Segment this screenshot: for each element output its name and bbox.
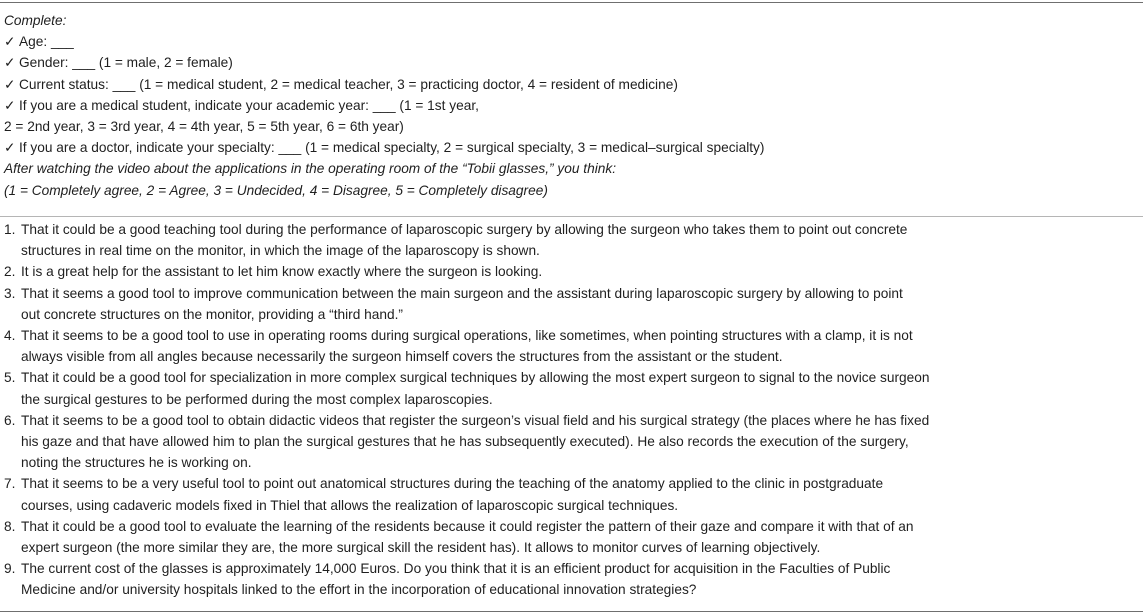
demographic-gender xyxy=(4,52,1136,73)
statement-text xyxy=(21,367,1136,409)
statement-line: That it seems a good tool to improve communication between the main surgeon and the assistant during laparoscopic surgery by allowing to point xyxy=(21,285,903,301)
demographic-text: Age: ___ xyxy=(19,34,74,50)
instruction-line-2: (1 = Completely agree, 2 = Agree, 3 = Undecided, 4 = Disagree, 5 = Completely disagree) xyxy=(4,182,548,198)
statement-line: his gaze and that have allowed him to plan the surgical gestures that he has subsequently executed). He also records the execution of the surgery, xyxy=(21,434,909,450)
statement-text xyxy=(21,410,1136,474)
demographic-text: Gender: ___ (1 = male, 2 = female) xyxy=(19,55,233,71)
demographic-age xyxy=(4,31,1136,52)
statement-number: 2. xyxy=(4,264,16,280)
checkmark-icon: ✓ xyxy=(4,140,16,156)
statement-line: The current cost of the glasses is approximately 14,000 Euros. Do you think that it is an efficient product for acquisition in the Faculties of Public xyxy=(21,561,891,577)
table-bottom-rule xyxy=(0,611,1143,612)
statement-item xyxy=(4,325,1136,367)
statement-item xyxy=(4,283,1136,325)
statement-item xyxy=(4,367,1136,409)
statement-number: 3. xyxy=(4,285,16,301)
statement-line: noting the structures he is working on. xyxy=(21,455,252,471)
statement-item xyxy=(4,261,1136,282)
statement-line: Medicine and/or university hospitals linked to the effort in the incorporation of educational innovation strategies? xyxy=(21,582,697,598)
statement-item xyxy=(4,473,1136,515)
statement-number: 8. xyxy=(4,518,16,534)
demographic-text: If you are a doctor, indicate your specialty: ___ (1 = medical specialty, 2 = surgical specialty, 3 = medical–surgical specialty) xyxy=(19,140,765,156)
statement-line: That it seems to be a good tool to use in operating rooms during surgical operations, like sometimes, when pointing structures with a clamp, it is not xyxy=(21,328,913,344)
statement-text xyxy=(21,325,1136,367)
statement-item xyxy=(4,558,1136,600)
table-top-rule xyxy=(0,2,1143,3)
checkmark-icon: ✓ xyxy=(4,97,16,113)
statement-line: That it seems to be a good tool to obtain didactic videos that register the surgeon’s visual field and his surgical strategy (the places where he has fixed xyxy=(21,412,930,428)
complete-heading: Complete: xyxy=(4,13,67,28)
statement-number: 9. xyxy=(4,561,16,577)
statement-line: That it could be a good tool to evaluate the learning of the residents because it could register the pattern of their gaze and compare it with that of an xyxy=(21,518,914,534)
demographic-status xyxy=(4,74,1136,95)
statement-text xyxy=(21,283,1136,325)
statement-line: the surgical gestures to be performed during the most complex laparoscopies. xyxy=(21,391,493,407)
statement-text xyxy=(21,558,1136,600)
statement-number: 4. xyxy=(4,328,16,344)
checkmark-icon: ✓ xyxy=(4,76,16,92)
statement-line: courses, using cadaveric models fixed in Thiel that allows the realization of laparoscopic surgical techniques. xyxy=(21,497,679,513)
statement-item xyxy=(4,516,1136,558)
statement-text xyxy=(21,516,1136,558)
statement-number: 7. xyxy=(4,476,16,492)
demographic-academic-year-continuation: 2 = 2nd year, 3 = 3rd year, 4 = 4th year, 5 = 5th year, 6 = 6th year) xyxy=(4,119,404,135)
statements-section xyxy=(4,219,1136,601)
instruction-line-1: After watching the video about the applications in the operating room of the “Tobii glasses,” you think: xyxy=(4,161,616,177)
demographic-text: Current status: ___ (1 = medical student, 2 = medical teacher, 3 = practicing doctor, 4 = resident of medicine) xyxy=(19,76,678,92)
statement-item xyxy=(4,219,1136,261)
statement-line: structures in real time on the monitor, in which the image of the laparoscopy is shown. xyxy=(21,243,540,259)
demographic-academic-year xyxy=(4,95,1136,116)
statement-number: 6. xyxy=(4,412,16,428)
statement-line: always visible from all angles because necessarily the surgeon himself covers the structures from the assistant or the student. xyxy=(21,349,783,365)
table-section-rule xyxy=(0,216,1143,217)
statement-text xyxy=(21,473,1136,515)
checkmark-icon: ✓ xyxy=(4,55,16,71)
demographics-section xyxy=(4,10,1136,201)
statement-line: It is a great help for the assistant to let him know exactly where the surgeon is looking. xyxy=(21,264,543,280)
statement-item xyxy=(4,410,1136,474)
statement-line: out concrete structures on the monitor, providing a “third hand.” xyxy=(21,306,403,322)
statement-line: That it could be a good teaching tool during the performance of laparoscopic surgery by allowing the surgeon who takes them to point out concrete xyxy=(21,222,908,237)
demographic-specialty xyxy=(4,137,1136,158)
statement-number: 1. xyxy=(4,222,16,237)
statement-text xyxy=(21,219,1136,261)
statement-line: That it seems to be a very useful tool to point out anatomical structures during the teaching of the anatomy applied to the clinic in postgraduate xyxy=(21,476,884,492)
statement-text xyxy=(21,261,1136,282)
demographic-text: If you are a medical student, indicate your academic year: ___ (1 = 1st year, xyxy=(19,97,479,113)
statement-line: That it could be a good tool for specialization in more complex surgical techniques by allowing the most expert surgeon to signal to the novice surgeon xyxy=(21,370,930,386)
statement-line: expert surgeon (the more similar they are, the more surgical skill the resident has). It allows to monitor curves of learning objectively. xyxy=(21,540,821,556)
statement-number: 5. xyxy=(4,370,16,386)
checkmark-icon: ✓ xyxy=(4,34,16,50)
